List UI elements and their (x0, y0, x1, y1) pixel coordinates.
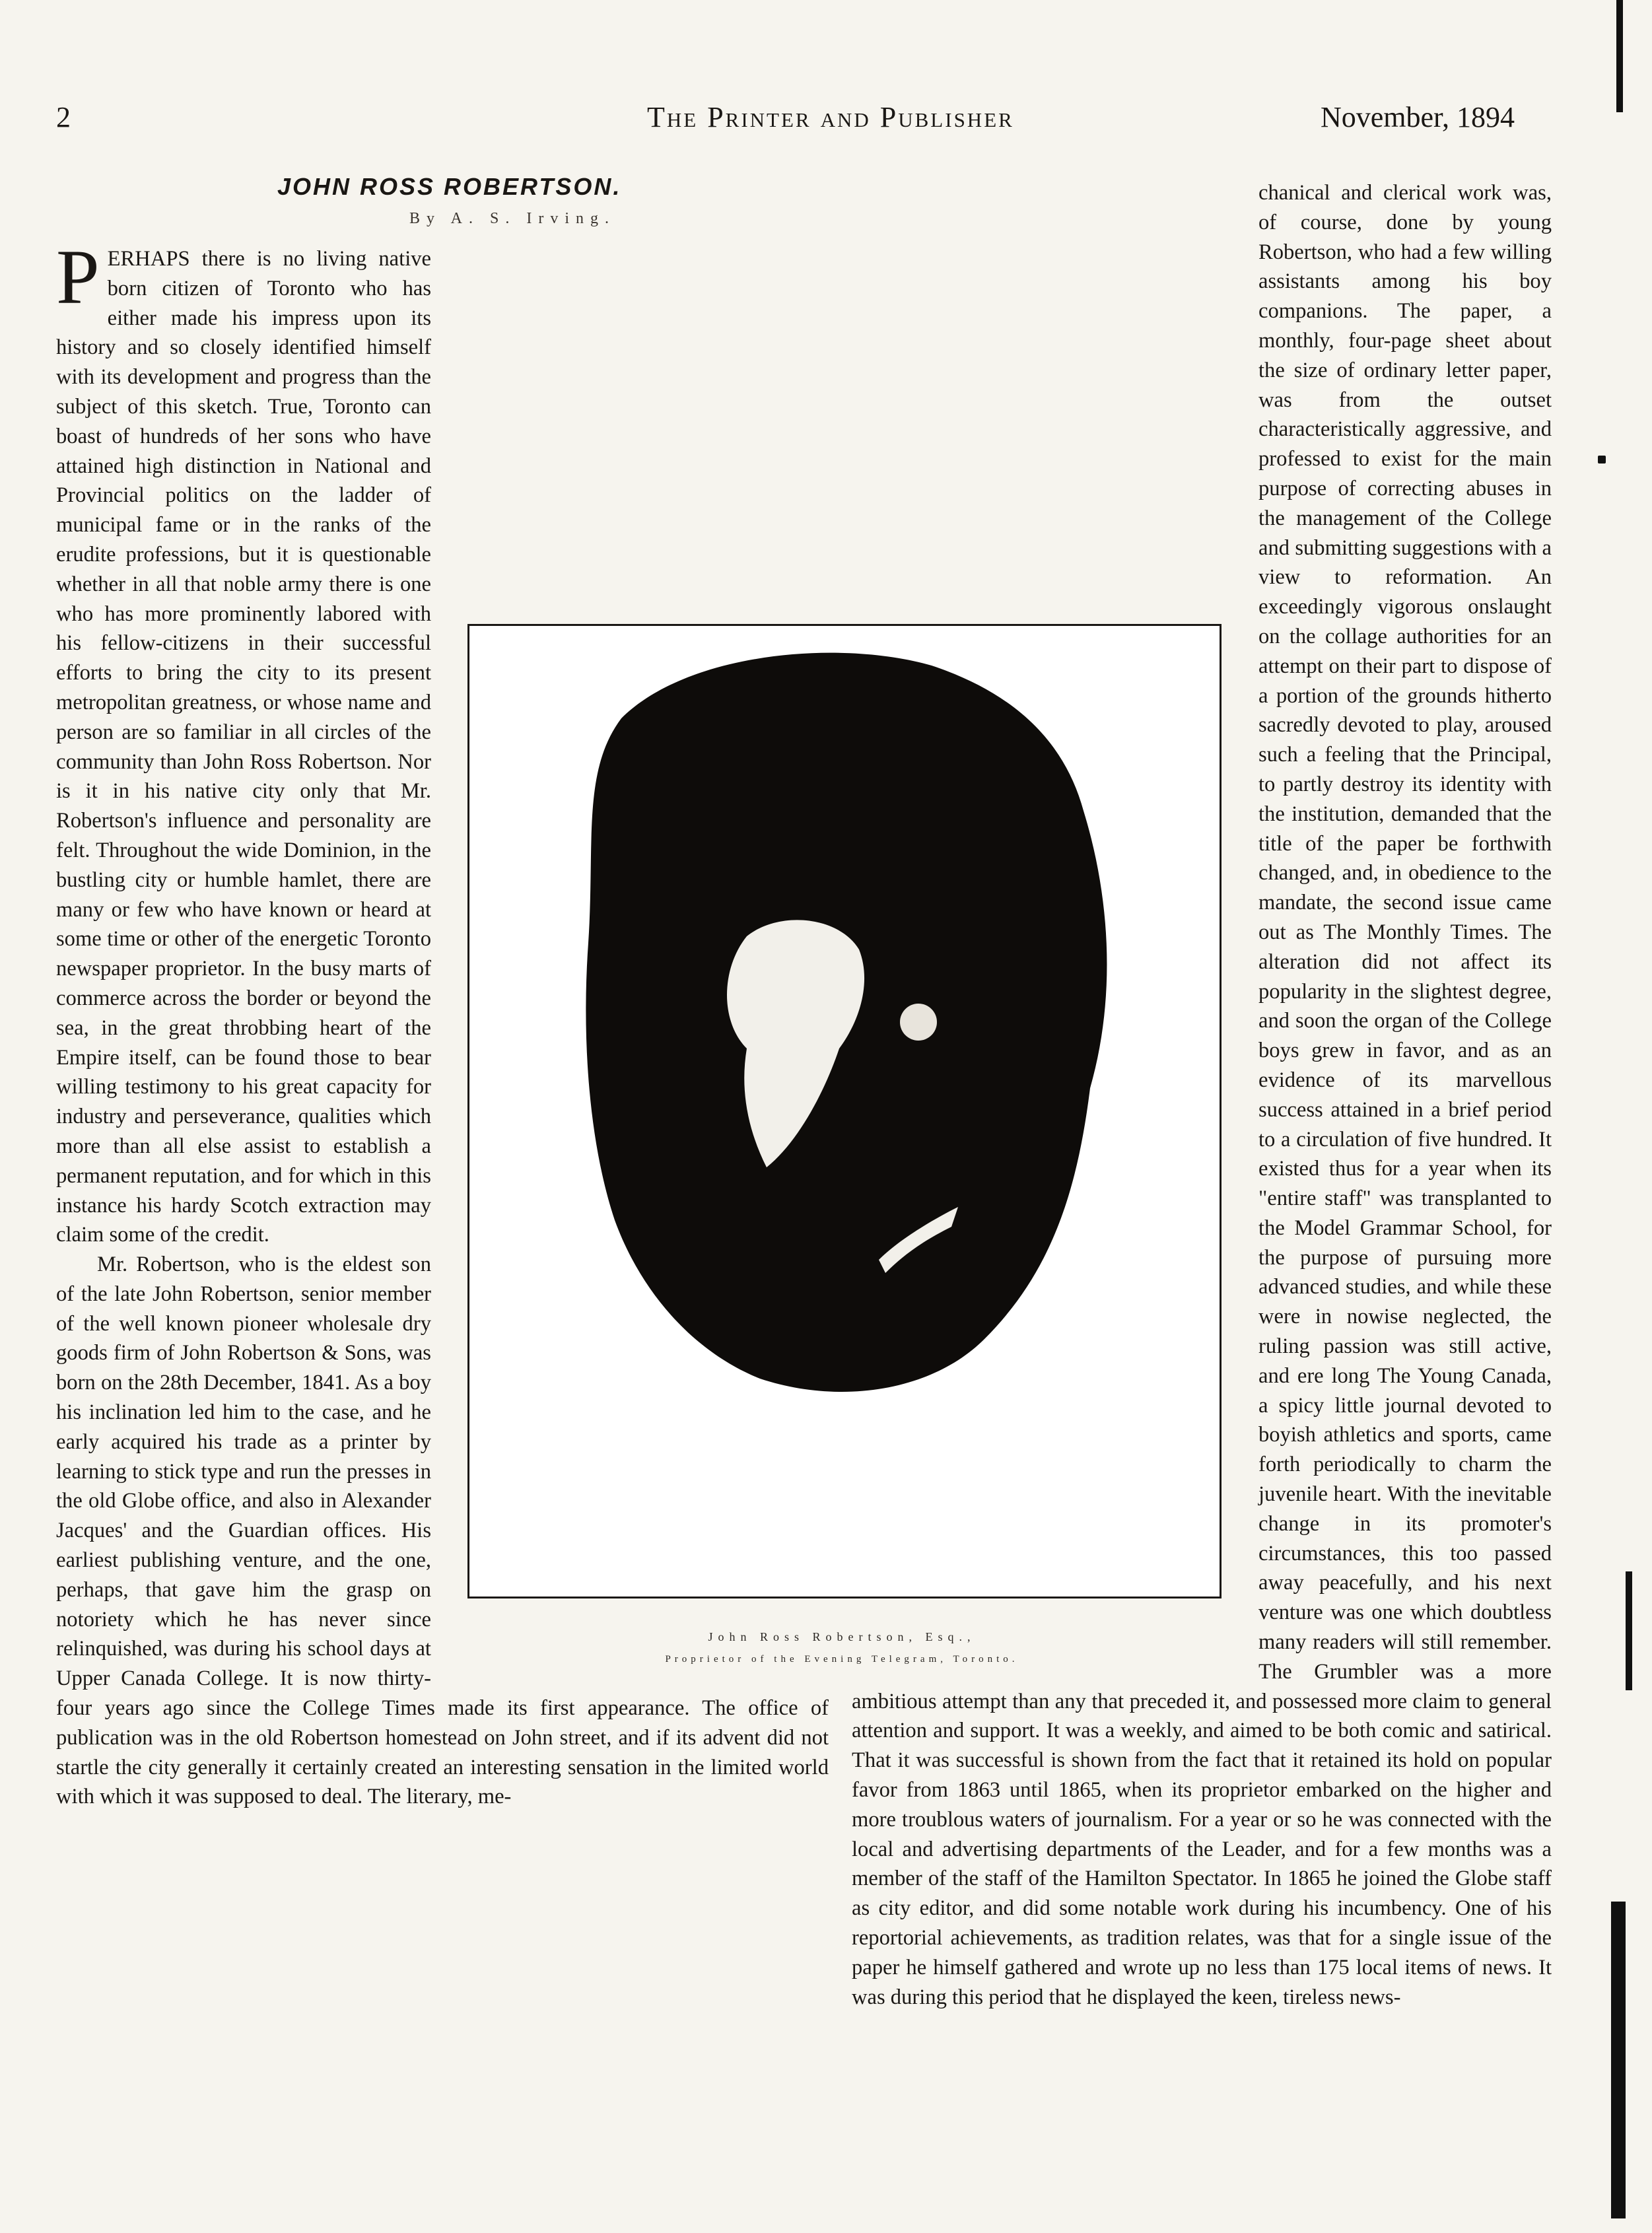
scan-edge-mark (1616, 0, 1623, 112)
paragraph-1-text: ERHAPS there is no living native born citizen of Toronto who has either made his impress upon its history and so closely identified himself with its development and progress than the subject of this sketch. True, Toronto can boast of hundreds of her sons who have attained high distinction in National and Provincial politics on the ladder of municipal fame or in the ranks of the erudite professions, but it is questionable whether in all that noble army there is one who has more prominently labored with his fellow-citizens in their successful efforts to bring the city to its present metropolitan greatness, or whose name and person are so familiar in all circles of the community than John Ross Robertson. Nor is it in his native city only that Mr. Robertson's influence and personality are felt. Throughout the wide Dominion, in the bustling city or humble hamlet, there are many or few who have known or heard at some time or other of the energetic Toronto newspaper proprietor. In the busy marts of commerce across the border or beyond the sea, in the great throbbing heart of the Empire itself, can be found those to bear willing testimony to his great capacity for industry and perseverance, qualities which more than all else assist to establish a permanent reputation, and for which in this instance his hardy Scotch extraction may claim some of the credit. (56, 247, 431, 1247)
article-paragraph: chanical and clerical work was, of course, done by young Robertson, who had a few willing assistants among his boy companions. The paper, a monthly, four-page sheet about the size of ordinary letter paper, was from the outset characteristically aggressive, and professed to exist for the main purpose of correcting abuses in the management of the College and submitting suggestions with a view to reformation. An exceedingly vigorous onslaught on the collage authorities for an attempt on their part to dispose of a portion of the grounds hitherto sacredly devoted to play, aroused such a feeling that the Principal, to partly destroy its identity with the institution, demanded that the title of the paper be forthwith changed, and, in obedience to the mandate, the second issue came out as The Monthly Times. The alteration did not affect its popularity in the slightest degree, and soon the organ of the College boys grew in favor, and as an evidence of its marvellous success attained in a brief period to a circulation of five hundred. It existed thus for a year when its "entire staff" was transplanted to the Model Grammar School, for the purpose of pursuing more advanced studies, and while these were in nowise neglected, the ruling passion was still active, and ere long The Young Canada, a spicy little journal devoted to boyish athletics and sports, came forth periodically to charm the juvenile heart. With the inevitable change in its promoter's circumstances, this too passed away peacefully, and his next venture was one which doubtless many readers will still remember. The Grumbler was a more ambitious attempt than any that preceded it, and possessed more claim to general attention and support. It was a weekly, and aimed to be both comic and satirical. That it was successful is shown from the fact that it retained its hold on popular favor from 1863 until 1865, when its proprietor embarked on the higher and more troublous waters of journalism. For a year or so he was connected with the local and advertising departments of the Leader, and for a few months was a member of the staff of the Hamilton Spectator. In 1865 he joined the Globe staff as city editor, and did some notable work during his incumbency. One of his reportorial achievements, as tradition relates, was that for a single issue of the paper he himself gathered and wrote up no less than 175 local items of news. It was during this period that he displayed the keen, tireless news- (852, 181, 1552, 2009)
issue-date: November, 1894 (1321, 101, 1515, 133)
portrait-caption (502, 1626, 1182, 1670)
portrait-photo (467, 624, 1222, 1598)
scan-edge-mark (1611, 1902, 1626, 2218)
article-title: JOHN ROSS ROBERTSON. (277, 173, 622, 200)
portrait-image (469, 626, 1220, 1597)
caption-line-2: Proprietor of the Evening Telegram, Toronto. (665, 1654, 1019, 1665)
caption-line-1: John Ross Robertson, Esq., (708, 1630, 976, 1643)
page-number: 2 (56, 101, 71, 133)
article-paragraph: Mr. Robertson, who is the eldest son of the late John Robertson, senior member of the well known pioneer wholesale dry goods firm of John Robertson & Sons, was born on the 28th December, 1841. As a boy his inclination led him to the case, and he early acquired his trade as a printer by learning to stick type and run the presses in the old Globe office, and also in Alexander Jacques' and the Guardian offices. His earliest publishing venture, and the one, perhaps, that gave him the grasp on notoriety which he has never since relinquished, was during his school days at Upper Canada College. It is now thirty-four years ago since the College Times made its first appearance. The office of publication was in the old Robertson homestead on John street, and if its advent did not startle the city generally it certainly created an interesting sensation in the limited world with which it was supposed to deal. The literary, me- (56, 1253, 829, 1809)
portrait-ear (900, 1004, 937, 1041)
scan-edge-mark (1598, 456, 1606, 464)
article-byline: By A. S. Irving. (409, 210, 616, 227)
scan-edge-mark (1626, 1571, 1632, 1690)
journal-title: The Printer and Publisher (647, 101, 1014, 133)
drop-cap: P (56, 244, 100, 320)
